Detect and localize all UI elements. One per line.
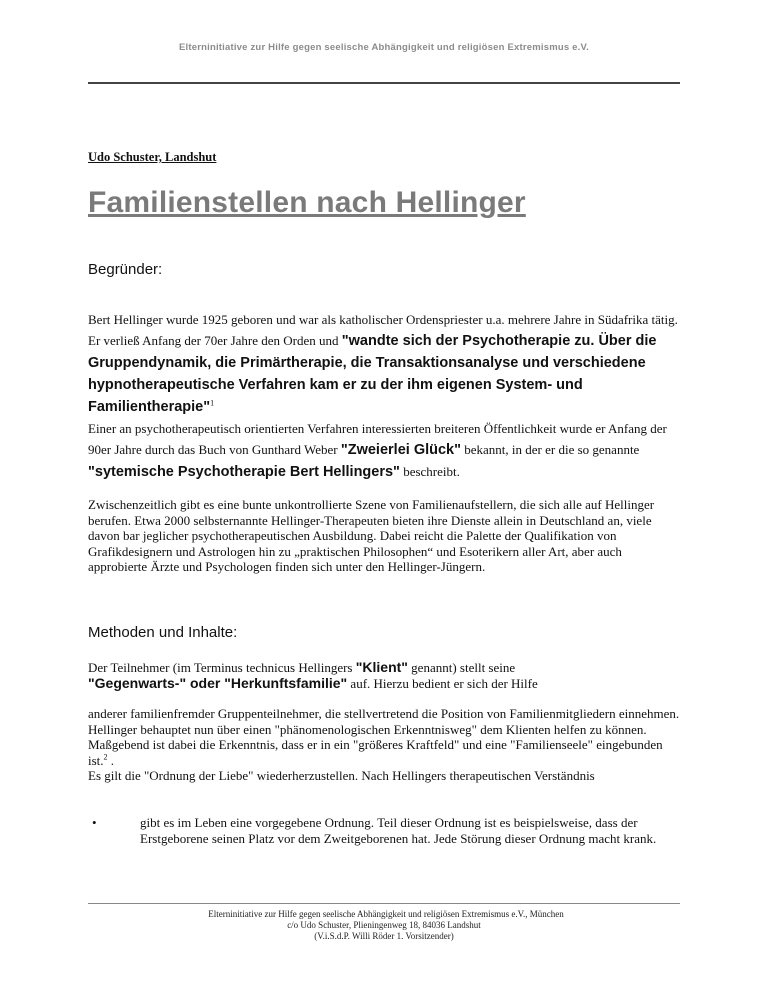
text-run: bekannt, in der er die so genannte (461, 442, 640, 457)
document-title: Familienstellen nach Hellinger (88, 186, 526, 219)
footer-line-2: c/o Udo Schuster, Plieningenweg 18, 84036 Landshut (287, 920, 481, 930)
methods-paragraph-1 (88, 660, 684, 691)
methods-paragraph-2 (88, 706, 684, 784)
text-run: Der Teilnehmer (im Terminus technicus Hellingers (88, 660, 356, 675)
quote-systemic-therapy: "sytemische Psychotherapie Bert Hellingers" (88, 464, 400, 480)
text-run: anderer familienfremder Gruppenteilnehmer, die stellvertretend die Position von Familienmitgliedern einnehmen. (88, 706, 680, 721)
quote-family: "Gegenwarts-" oder "Herkunftsfamilie" (88, 674, 348, 691)
quote-client: "Klient" (355, 659, 408, 675)
author-line: Udo Schuster, Landshut (88, 150, 217, 164)
footer-line-1 (88, 909, 680, 920)
text-run: beschreibt. (399, 464, 460, 479)
text-run: Es gilt die "Ordnung der Liebe" wiederherzustellen. Nach Hellingers therapeutischen Verständnis (88, 768, 595, 784)
page-footer (88, 909, 680, 942)
section-heading-founder: Begründer: (88, 261, 163, 278)
list-item-text: gibt es im Leben eine vorgegebene Ordnung. Teil dieser Ordnung ist es beispielsweise, dass der Erstgeborene seinen Platz vor dem Zweitgeborenen hat. Jede Störung dieser Ordnung macht krank. (140, 815, 657, 846)
text-run: genannt) stellt seine (407, 660, 516, 675)
footer-org: Elterninitiative zur Hilfe gegen seelische Abhängigkeit und religiösen Extremismus e.V., München (208, 909, 564, 919)
text-run: . (107, 752, 115, 768)
page-header: Elterninitiative zur Hilfe gegen seelische Abhängigkeit und religiösen Extremismus e.V. (178, 42, 589, 53)
founder-paragraph-2: Zwischenzeitlich gibt es eine bunte unkontrollierte Szene von Familienaufstellern, die sich alle auf Hellinger berufen. Etwa 2000 selbsternannte Hellinger-Therapeuten bieten ihre Dienste allein in Deutschland an, viele davon bar jeglicher psychotherapeutischen Ausbildung. Dabei reicht die Palette der Qualifikation von Grafikdesignern und Astrologen hin zu „praktischen Philosophen“ und Esoterikern aller Art, aber auch approbierte Ärzte und Psychologen finden sich unter den Hellinger-Jüngern. (88, 497, 655, 575)
header-divider (88, 82, 680, 84)
text-run: Bert Hellinger wurde 1925 geboren und war als katholischer Ordenspriester u.a. mehrere Jahre in Südafrika tätig. Er verließ Anfang der 70er Jahre den Orden und (88, 312, 678, 348)
quote-book-title: "Zweierlei Glück" (340, 442, 461, 458)
footnote-ref-2[interactable]: 2 (103, 752, 108, 762)
text-run: Einer an psychotherapeutisch orientierten Verfahren interessierten breiteren Öffentlichkeit wurde er Anfang der 90er Jahre durch das Buch von Gunthard Weber (88, 421, 667, 457)
text-run: Hellinger behauptet nun über einen "phänomenologischen Erkenntnisweg" dem Klienten helfen zu können. Maßgebend ist dabei die Erkenntnis, dass er in ein "größeres Kraftfeld" und eine "Familienseele" eingebunden ist. (88, 721, 663, 768)
footer-divider (88, 903, 680, 904)
text-run: auf. Hierzu bedient er sich der Hilfe (347, 675, 538, 691)
footer-line-3: (V.i.S.d.P. Willi Röder 1. Vorsitzender) (314, 931, 454, 941)
quote-psychotherapy: "wandte sich der Psychotherapie zu. Über die Gruppendynamik, die Primärtherapie, die Transaktionsanalyse und verschiedene hypnotherapeutische Verfahren kam er zu der ihm eigenen System- und Familientherapie" (88, 333, 657, 415)
footnote-ref-1[interactable]: 1 (210, 398, 215, 408)
section-heading-methods: Methoden und Inhalte: (88, 624, 238, 641)
bullet-icon: • (92, 815, 97, 830)
founder-paragraph-1 (88, 309, 684, 483)
